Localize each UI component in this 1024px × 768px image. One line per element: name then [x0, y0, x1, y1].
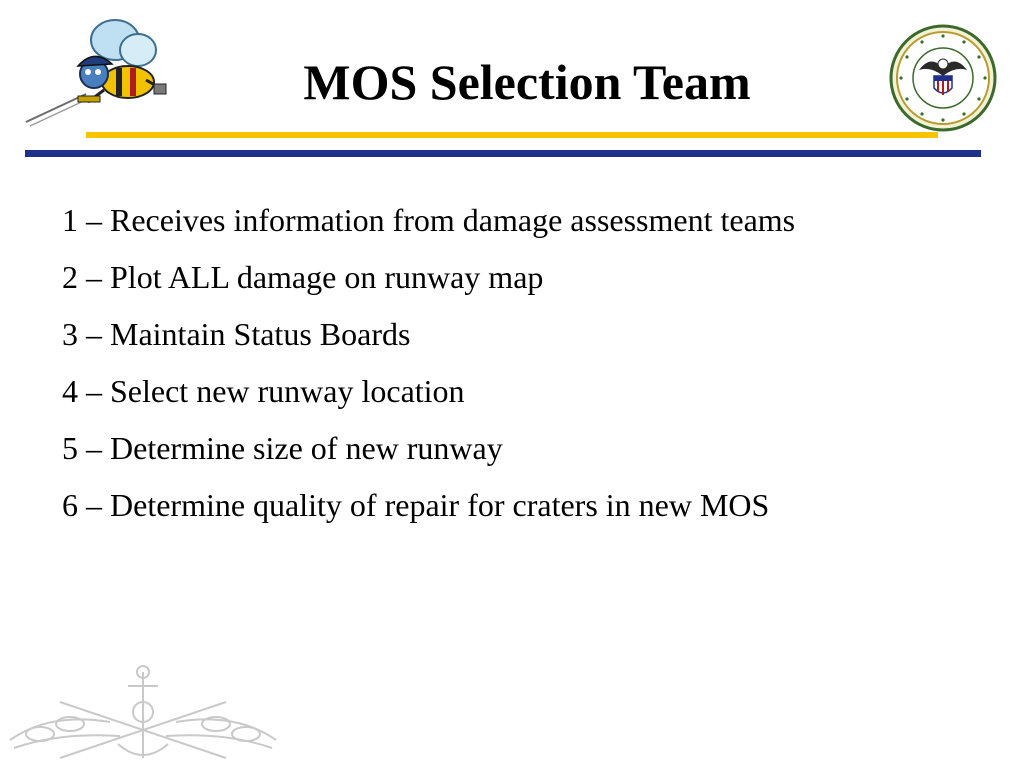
- navy-divider: [25, 150, 981, 157]
- list-item: 5 – Determine size of new runway: [62, 430, 503, 466]
- gold-divider: [86, 132, 938, 138]
- list-item: 3 – Maintain Status Boards: [62, 316, 411, 352]
- list-item: 4 – Select new runway location: [62, 373, 465, 409]
- navfac-seal-icon: [884, 24, 1002, 132]
- slide-title: MOS Selection Team: [303, 54, 751, 110]
- list-item: 6 – Determine quality of repair for craters in new MOS: [62, 487, 770, 523]
- bullet-list: [62, 198, 982, 540]
- list-item: 1 – Receives information from damage assessment teams: [62, 202, 796, 238]
- seabee-mascot-icon: [20, 10, 170, 130]
- list-item: 2 – Plot ALL damage on runway map: [62, 259, 544, 295]
- seabee-combat-warfare-emblem-icon: [0, 662, 286, 768]
